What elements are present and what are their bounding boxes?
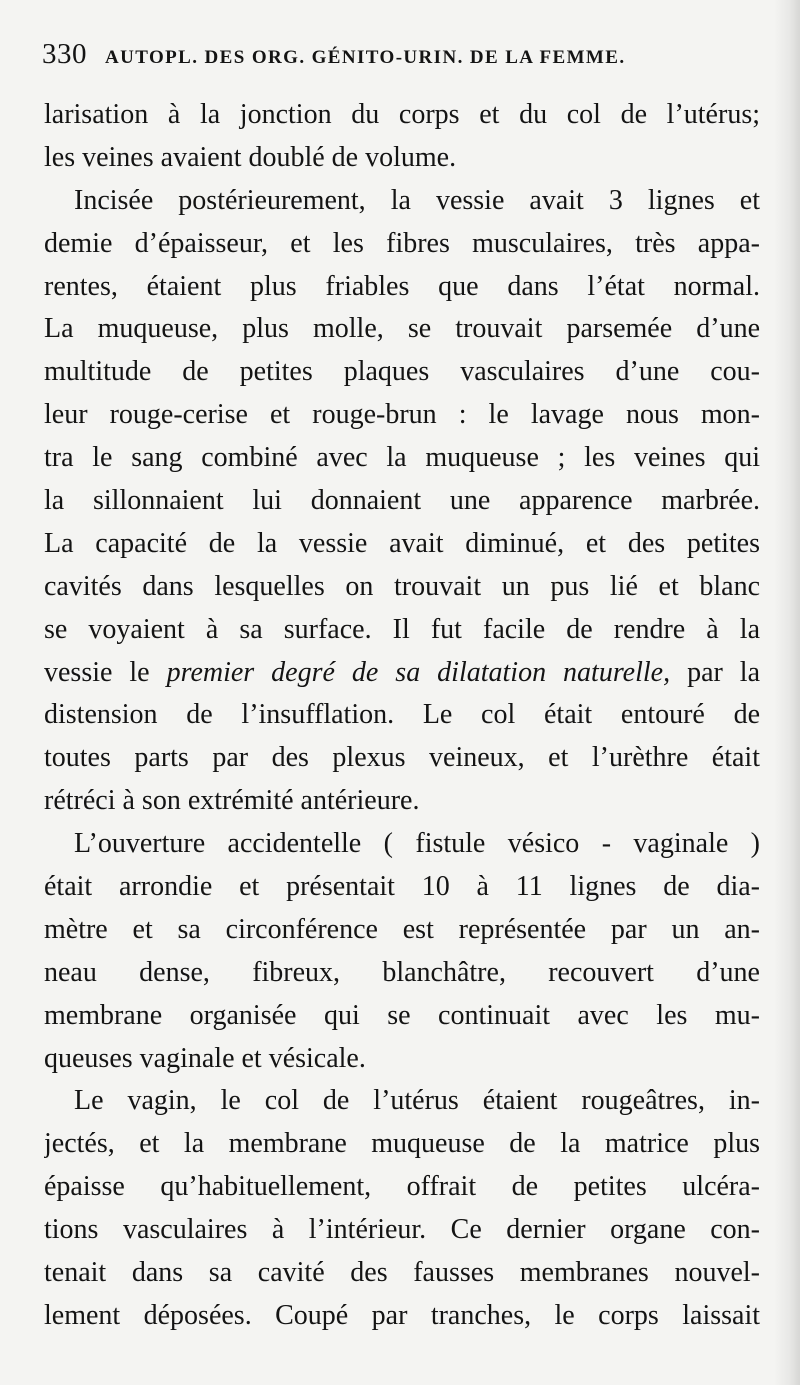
text-line: se voyaient à sa surface. Il fut facile de rendre à la <box>44 613 760 645</box>
running-title: AUTOPL. DES ORG. GÉNITO-URIN. DE LA FEMME. <box>105 47 626 68</box>
text-line: tions vasculaires à l’intérieur. Ce dernier organe con- <box>44 1214 760 1246</box>
text-line: neau dense, fibreux, blanchâtre, recouvert d’une <box>44 956 760 988</box>
text-line: multitude de petites plaques vasculaires d’une cou- <box>44 356 760 388</box>
text-line: rétréci à son extrémité antérieure. <box>44 785 420 817</box>
text-line: tra le sang combiné avec la muqueuse ; les veines qui <box>44 442 760 474</box>
paragraph-start-line: Le vagin, le col de l’utérus étaient rougeâtres, in- <box>74 1085 760 1117</box>
text-line: les veines avaient doublé de volume. <box>44 141 457 173</box>
text-line: toutes parts par des plexus veineux, et l’urèthre était <box>44 742 760 774</box>
text-line: tenait dans sa cavité des fausses membranes nouvel- <box>44 1257 760 1289</box>
text-line: lement déposées. Coupé par tranches, le corps laissait <box>44 1299 760 1331</box>
text-line: leur rouge-cerise et rouge-brun : le lavage nous mon- <box>44 399 760 431</box>
page-edge-shadow <box>774 0 800 1385</box>
text-line: queuses vaginale et vésicale. <box>44 1042 366 1074</box>
text-line: mètre et sa circonférence est représentée par un an- <box>44 913 760 945</box>
paragraph-start-line: L’ouverture accidentelle ( fistule vésico - vaginale ) <box>74 828 760 860</box>
text-line: distension de l’insufflation. Le col était entouré de <box>44 699 760 731</box>
text-line: rentes, étaient plus friables que dans l’état normal. <box>44 270 760 302</box>
text-line: la sillonnaient lui donnaient une apparence marbrée. <box>44 485 760 517</box>
line-prefix: vessie le <box>44 656 167 688</box>
text-line: larisation à la jonction du corps et du col de l’utérus; <box>44 99 760 130</box>
text-line-with-italic <box>44 652 760 695</box>
text-line: épaisse qu’habituellement, offrait de petites ulcéra- <box>44 1171 760 1203</box>
page-number: 330 <box>42 38 87 70</box>
text-line: jectés, et la membrane muqueuse de la matrice plus <box>44 1128 760 1160</box>
text-line: La muqueuse, plus molle, se trouvait parsemée d’une <box>44 313 760 345</box>
text-line: demie d’épaisseur, et les fibres musculaires, très appa- <box>44 227 760 259</box>
text-line: cavités dans lesquelles on trouvait un pus lié et blanc <box>44 570 760 602</box>
body-text <box>44 94 760 1338</box>
running-head <box>42 38 762 78</box>
text-line: membrane organisée qui se continuait avec les mu- <box>44 999 760 1031</box>
paragraph-start-line: Incisée postérieurement, la vessie avait 3 lignes et <box>74 184 760 216</box>
text-line: La capacité de la vessie avait diminué, et des petites <box>44 527 760 559</box>
line-suffix: par la <box>670 656 760 688</box>
text-line: était arrondie et présentait 10 à 11 lignes de dia- <box>44 871 760 903</box>
italic-phrase: premier degré de sa dilatation naturelle, <box>166 656 671 688</box>
